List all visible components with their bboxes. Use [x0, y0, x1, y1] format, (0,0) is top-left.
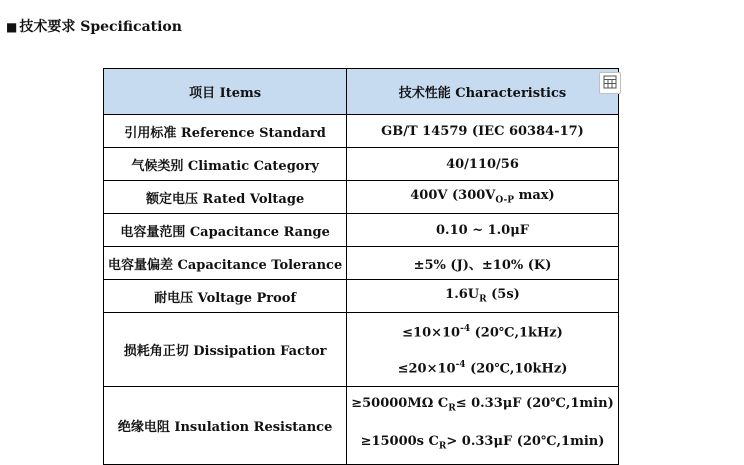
voltage-proof-suffix: (5s)	[486, 287, 520, 303]
rated-voltage-text: 400V (300V	[410, 188, 496, 204]
rated-voltage-subscript: O-P	[495, 195, 515, 206]
table-row	[104, 115, 619, 148]
item-voltage-proof: 耐电压 Voltage Proof	[104, 280, 347, 313]
item-insulation-resistance: 绝缘电阻 Insulation Resistance	[104, 386, 347, 464]
bullet-square: ■	[6, 20, 18, 34]
table-row	[104, 214, 619, 247]
item-climatic-category: 气候类别 Climatic Category	[104, 148, 347, 181]
table-header-row	[104, 69, 619, 115]
copy-table-button[interactable]	[599, 72, 621, 94]
dissipation-line-1kHz	[351, 313, 614, 349]
section-heading	[6, 16, 182, 36]
value-capacitance-tolerance: ±5% (J)、±10% (K)	[347, 247, 619, 280]
voltage-proof-text: 1.6U	[445, 287, 480, 303]
table-row	[104, 181, 619, 214]
value-reference-standard: GB/T 14579 (IEC 60384-17)	[347, 115, 619, 148]
section-title: 技术要求 Specification	[19, 19, 182, 35]
df1-condition: (20℃,1kHz)	[470, 325, 563, 341]
copy-table-icon	[603, 74, 617, 93]
df2-exponent: -4	[455, 360, 466, 371]
dissipation-line-10kHz	[351, 349, 614, 385]
value-voltage-proof	[347, 280, 619, 313]
table-row	[104, 313, 619, 387]
ir2-subscript: R	[438, 441, 447, 452]
df1-exponent: -4	[460, 324, 471, 334]
voltage-proof-subscript: R	[479, 294, 487, 305]
value-rated-voltage	[347, 181, 619, 214]
item-rated-voltage: 额定电压 Rated Voltage	[104, 181, 347, 214]
item-reference-standard: 引用标准 Reference Standard	[104, 115, 347, 148]
df2-text: ≤20×10	[397, 361, 456, 377]
table-row	[104, 280, 619, 313]
item-dissipation-factor: 损耗角正切 Dissipation Factor	[104, 313, 347, 387]
ir2-condition: > 0.33μF (20℃,1min)	[446, 434, 605, 450]
header-characteristics: 技术性能 Characteristics	[347, 69, 619, 115]
ir1-subscript: R	[448, 403, 456, 414]
specification-table	[103, 68, 619, 465]
df2-condition: (20℃,10kHz)	[465, 361, 568, 377]
ir2-text: ≥15000s C	[360, 434, 439, 450]
item-capacitance-range: 电容量范围 Capacitance Range	[104, 214, 347, 247]
insulation-line-high	[351, 425, 614, 464]
table-row	[104, 148, 619, 181]
insulation-line-low	[351, 387, 614, 426]
value-dissipation-factor	[347, 313, 619, 387]
ir1-text: ≥50000MΩ C	[351, 395, 449, 411]
rated-voltage-suffix: max)	[514, 188, 555, 204]
header-items: 项目 Items	[104, 69, 347, 115]
ir1-condition: ≤ 0.33μF (20℃,1min)	[455, 395, 614, 411]
df1-text: ≤10×10	[402, 325, 461, 341]
value-climatic-category: 40/110/56	[347, 148, 619, 181]
item-capacitance-tolerance: 电容量偏差 Capacitance Tolerance	[104, 247, 347, 280]
value-capacitance-range: 0.10 ~ 1.0μF	[347, 214, 619, 247]
table-row	[104, 247, 619, 280]
